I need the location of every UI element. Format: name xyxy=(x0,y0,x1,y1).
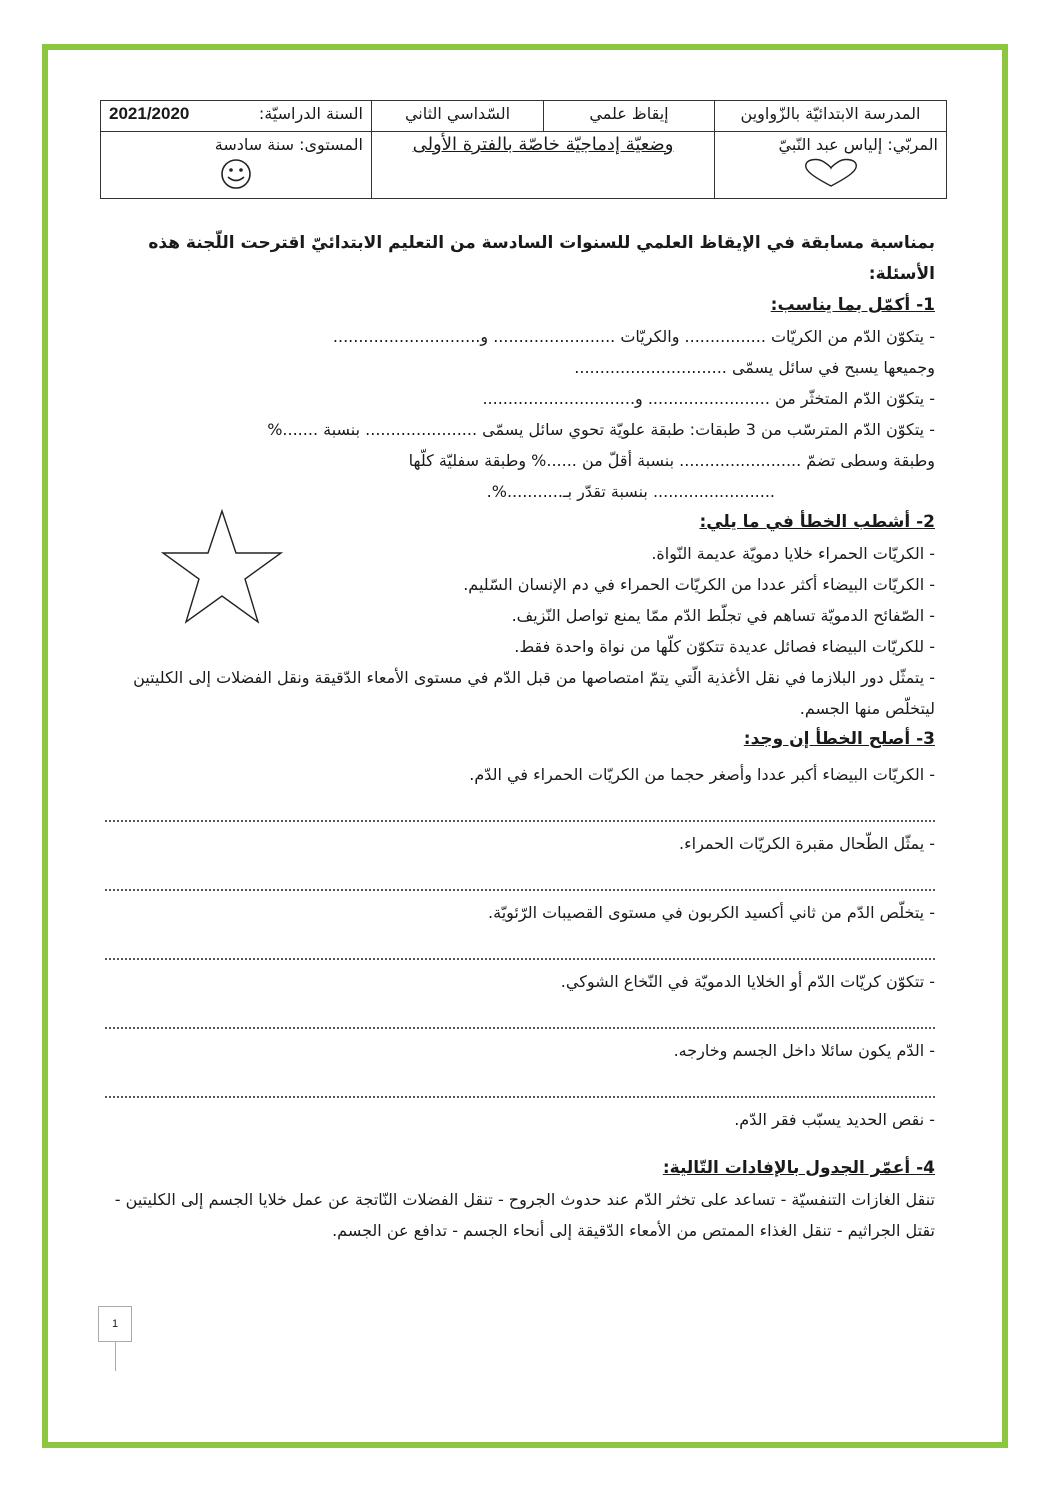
year-label: السنة الدراسيّة: xyxy=(258,104,363,123)
q4-text: تنقل الغازات التنفسيّة - تساعد على تخثر الدّم عند حدوث الجروح - تنقل الفضلات النّاتجة عن عمل خلايا الجسم إلى الكليتين - تقتل الجراثيم - تنقل الغذاء الممتص من الأمعاء الدّقيقة إلى أنحاء الجسم - تدافع عن الجسم. xyxy=(114,1190,935,1240)
q1-line: وجميعها يسبح في سائل يسمّى .............................. xyxy=(574,358,935,377)
semester-cell: السّداسي الثاني xyxy=(372,101,544,132)
answer-line[interactable] xyxy=(105,1066,935,1098)
q1-line: - يتكوّن الدّم المترسّب من 3 طبقات: طبقة علويّة تحوي سائل يسمّى ...................... بنسبة .......% xyxy=(267,420,935,439)
exam-content xyxy=(105,228,935,1246)
q3-heading: 3- أصلح الخطأ إن وجد: xyxy=(743,729,935,749)
heart-icon xyxy=(723,158,938,194)
q2-line: - الصّفائح الدمويّة تساهم في تجلّط الدّم ممّا يمنع تواصل النّزيف. xyxy=(511,606,935,625)
teacher-cell xyxy=(715,132,947,199)
intro-text: بمناسبة مسابقة في الإيقاظ العلمي للسنوات السادسة من التعليم الابتدائيّ اقترحت اللّجنة هذه الأسئلة: xyxy=(148,233,935,284)
q1-line: ........................ بنسبة تقدّر بـ...........%. xyxy=(486,482,775,501)
answer-line[interactable] xyxy=(105,997,935,1029)
q3-item: - يمثّل الطّحال مقبرة الكريّات الحمراء. xyxy=(679,834,935,853)
smiley-icon xyxy=(109,158,363,196)
q2-line: - يتمثّل دور البلازما في نقل الأغذية الّتي يتمّ امتصاصها من قبل الدّم في مستوى الأمعاء الدّقيقة ونقل الفضلات إلى الكليتين ليتخلّص منها الجسم. xyxy=(133,668,935,718)
level-label: المستوى: سنة سادسة xyxy=(214,135,363,154)
q3-item: - الدّم يكون سائلا داخل الجسم وخارجه. xyxy=(673,1041,935,1060)
q1-line: - يتكوّن الدّم المتخثّر من ........................ و.............................. xyxy=(482,389,935,408)
star-icon xyxy=(160,508,284,626)
q2-heading: 2- أشطب الخطأ في ما يلي: xyxy=(699,512,935,532)
q3-item: - تتكوّن كريّات الدّم أو الخلايا الدمويّة في النّخاع الشوكي. xyxy=(560,972,935,991)
answer-line[interactable] xyxy=(105,859,935,891)
q3-item: - الكريّات البيضاء أكبر عددا وأصغر حجما من الكريّات الحمراء في الدّم. xyxy=(469,765,935,784)
header-table xyxy=(100,100,947,199)
q2-line: - الكريّات البيضاء أكثر عددا من الكريّات الحمراء في دم الإنسان السّليم. xyxy=(463,575,935,594)
q2-line: - الكريّات الحمراء خلايا دمويّة عديمة النّواة. xyxy=(651,544,935,563)
year-cell xyxy=(101,101,372,132)
q2-line: - للكريّات البيضاء فصائل عديدة تتكوّن كلّها من نواة واحدة فقط. xyxy=(514,637,935,656)
q1-line: وطبقة وسطى تضمّ ........................ بنسبة أقلّ من ......% وطبقة سفليّة كلّها xyxy=(408,451,935,470)
page-number: 1 xyxy=(98,1306,132,1342)
subject-cell: إيقاظ علمي xyxy=(544,101,715,132)
q1-heading: 1- أكمّل بما يناسب: xyxy=(770,295,935,315)
level-cell xyxy=(101,132,372,199)
q3-item: - يتخلّص الدّم من ثاني أكسيد الكربون في مستوى القصيبات الرّئويّة. xyxy=(488,903,935,922)
q3-section xyxy=(105,724,935,1135)
q4-heading: 4- أعمّر الجدول بالإفادات التّالية: xyxy=(662,1158,935,1178)
school-cell: المدرسة الابتدائيّة بالزّواوين xyxy=(715,101,947,132)
teacher-name: المربّي: إلياس عبد النّبيّ xyxy=(778,135,938,154)
school-year: 2021/2020 xyxy=(109,104,190,123)
q3-item: - نقص الحديد يسبّب فقر الدّم. xyxy=(734,1110,935,1129)
answer-line[interactable] xyxy=(105,790,935,822)
q1-line: - يتكوّن الدّم من الكريّات ................ والكريّات ........................ و............................. xyxy=(332,327,935,346)
page-number-line xyxy=(115,1341,116,1371)
document-title: وضعيّة إدماجيّة خاصّة بالفترة الأولى xyxy=(372,132,715,199)
answer-line[interactable] xyxy=(105,928,935,960)
